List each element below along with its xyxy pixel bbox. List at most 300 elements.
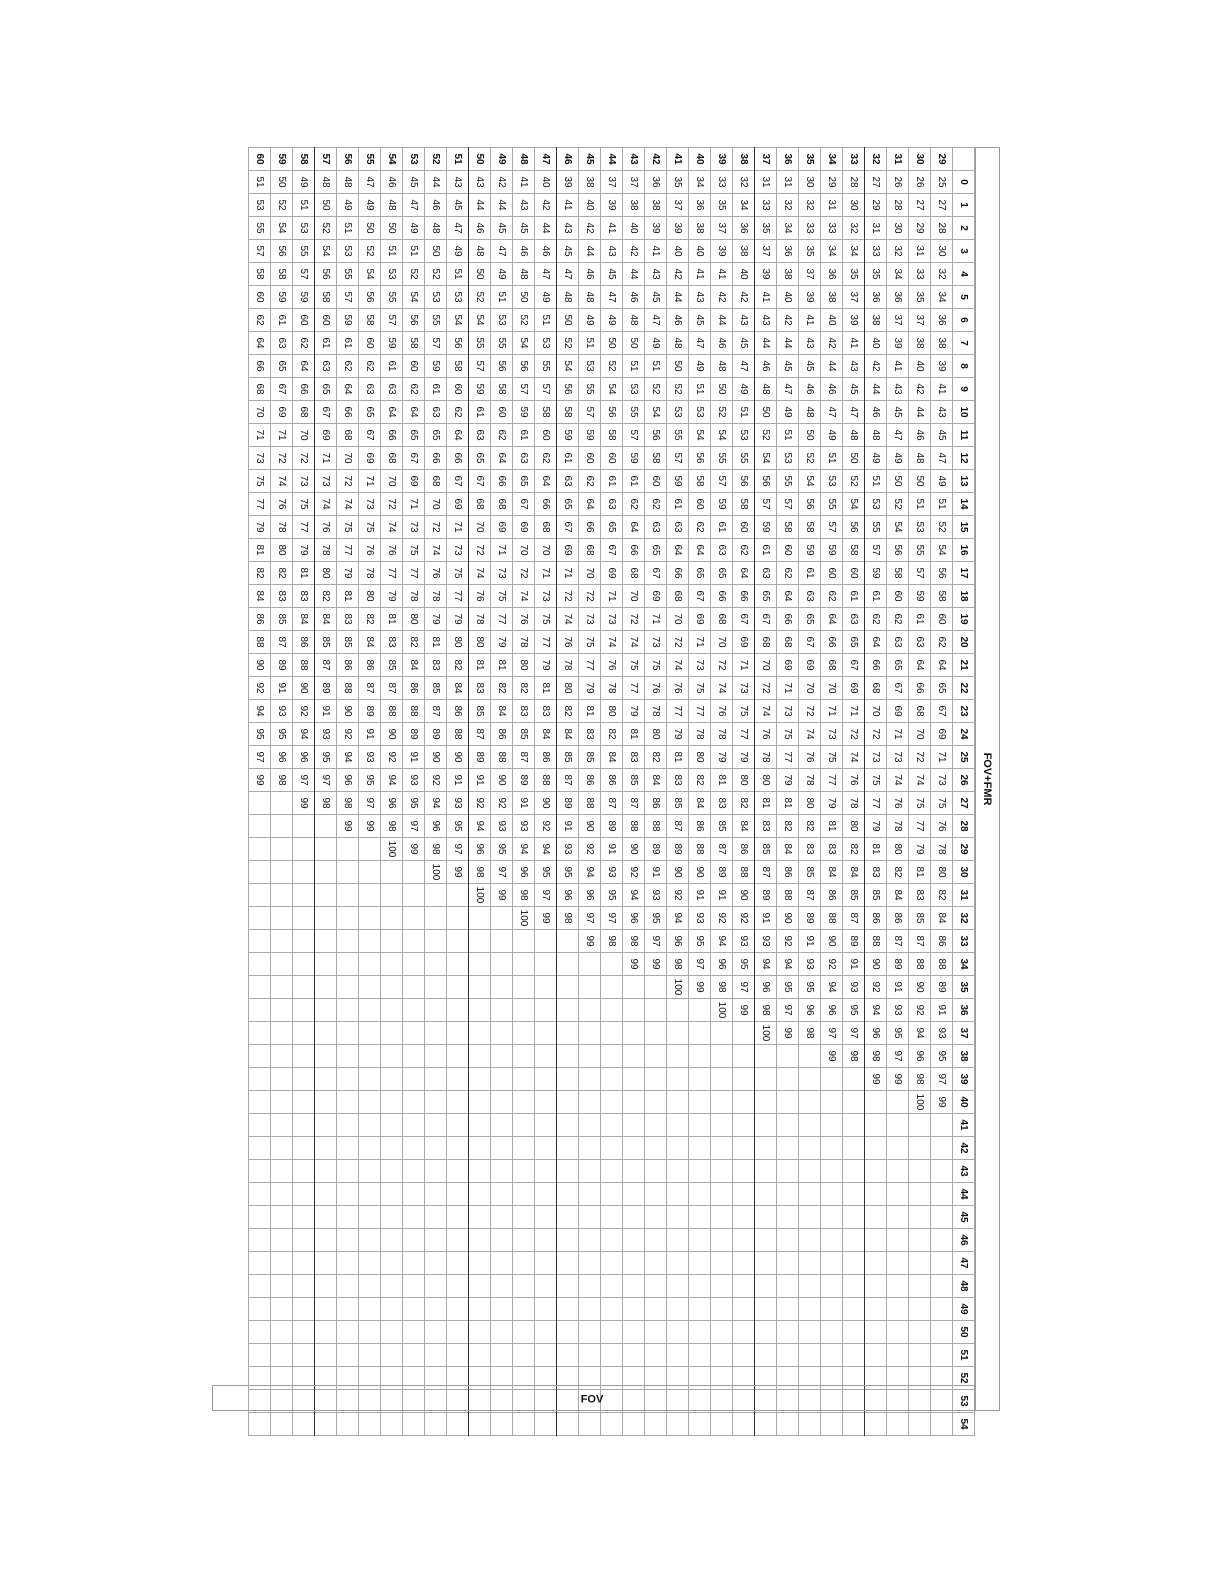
table-cell: 55 — [469, 332, 491, 355]
table-cell: 54 — [513, 332, 535, 355]
table-cell: 43 — [689, 286, 711, 309]
table-cell: 55 — [293, 240, 315, 263]
row-header: 60 — [249, 148, 271, 171]
table-cell: 91 — [403, 746, 425, 769]
table-cell — [315, 907, 337, 930]
table-cell — [403, 1183, 425, 1206]
table-cell — [513, 1068, 535, 1091]
table-cell — [513, 1252, 535, 1275]
column-header: 36 — [953, 999, 975, 1022]
table-cell: 81 — [337, 585, 359, 608]
table-cell: 52 — [755, 424, 777, 447]
table-cell: 45 — [447, 194, 469, 217]
table-cell: 71 — [777, 677, 799, 700]
table-cell — [843, 1068, 865, 1091]
table-cell — [425, 1321, 447, 1344]
table-cell: 59 — [557, 424, 579, 447]
table-cell — [711, 1321, 733, 1344]
table-cell: 57 — [821, 516, 843, 539]
table-cell: 57 — [909, 562, 931, 585]
table-cell: 96 — [865, 1022, 887, 1045]
table-cell — [601, 1229, 623, 1252]
table-cell: 76 — [359, 539, 381, 562]
table-cell — [249, 1137, 271, 1160]
table-cell: 97 — [359, 792, 381, 815]
table-cell: 93 — [799, 953, 821, 976]
table-cell — [645, 1022, 667, 1045]
table-cell: 86 — [733, 838, 755, 861]
table-cell: 63 — [799, 585, 821, 608]
table-cell: 50 — [469, 263, 491, 286]
table-cell: 92 — [711, 907, 733, 930]
table-cell: 59 — [293, 286, 315, 309]
table-cell — [799, 1321, 821, 1344]
table-cell: 98 — [271, 769, 293, 792]
table-cell: 62 — [777, 562, 799, 585]
table-cell: 96 — [513, 861, 535, 884]
table-cell: 52 — [843, 470, 865, 493]
table-cell — [315, 1114, 337, 1137]
table-cell: 67 — [931, 700, 953, 723]
table-cell: 85 — [381, 654, 403, 677]
table-cell — [315, 1321, 337, 1344]
table-cell — [447, 1321, 469, 1344]
table-cell: 47 — [689, 332, 711, 355]
table-cell: 57 — [293, 263, 315, 286]
table-cell — [425, 1137, 447, 1160]
table-cell: 56 — [799, 493, 821, 516]
table-cell — [447, 1114, 469, 1137]
table-cell: 63 — [843, 608, 865, 631]
table-cell: 43 — [645, 263, 667, 286]
table-cell — [425, 884, 447, 907]
table-cell — [931, 1344, 953, 1367]
table-cell: 99 — [865, 1068, 887, 1091]
table-cell: 95 — [601, 884, 623, 907]
table-cell — [381, 1344, 403, 1367]
table-cell: 52 — [931, 516, 953, 539]
table-cell — [623, 1321, 645, 1344]
table-cell — [711, 1275, 733, 1298]
table-cell — [667, 1252, 689, 1275]
table-cell: 49 — [491, 263, 513, 286]
table-cell — [689, 1229, 711, 1252]
table-cell — [887, 1137, 909, 1160]
table-cell: 60 — [293, 309, 315, 332]
column-header: 50 — [953, 1321, 975, 1344]
table-cell: 34 — [821, 240, 843, 263]
table-cell: 75 — [535, 608, 557, 631]
table-cell: 50 — [425, 240, 447, 263]
table-cell: 53 — [381, 263, 403, 286]
table-cell: 66 — [667, 562, 689, 585]
table-cell: 84 — [403, 654, 425, 677]
table-cell — [557, 1022, 579, 1045]
table-cell — [733, 1298, 755, 1321]
table-cell: 100 — [711, 999, 733, 1022]
table-cell — [865, 1321, 887, 1344]
column-header: 54 — [953, 1413, 975, 1436]
table-cell: 78 — [425, 585, 447, 608]
table-cell — [491, 953, 513, 976]
table-cell: 88 — [645, 815, 667, 838]
row-header: 57 — [315, 148, 337, 171]
table-cell: 56 — [733, 470, 755, 493]
table-cell: 54 — [689, 424, 711, 447]
table-cell: 71 — [689, 631, 711, 654]
table-cell — [337, 1344, 359, 1367]
table-cell: 70 — [667, 608, 689, 631]
table-cell: 87 — [623, 792, 645, 815]
table-cell — [579, 1413, 601, 1436]
table-cell: 43 — [755, 309, 777, 332]
table-cell — [381, 861, 403, 884]
table-cell: 58 — [249, 263, 271, 286]
table-cell — [535, 1321, 557, 1344]
table-cell — [315, 1137, 337, 1160]
table-cell — [337, 1413, 359, 1436]
table-cell: 85 — [711, 815, 733, 838]
table-cell — [843, 1114, 865, 1137]
table-cell — [381, 1229, 403, 1252]
table-cell: 88 — [447, 723, 469, 746]
table-cell: 64 — [293, 355, 315, 378]
table-cell — [667, 1344, 689, 1367]
table-cell: 64 — [491, 447, 513, 470]
table-cell: 64 — [821, 608, 843, 631]
table-cell — [667, 1183, 689, 1206]
table-cell: 51 — [821, 447, 843, 470]
table-row — [799, 148, 821, 1436]
table-cell: 61 — [623, 470, 645, 493]
row-header: 33 — [843, 148, 865, 171]
table-cell: 55 — [535, 355, 557, 378]
table-cell: 51 — [623, 355, 645, 378]
column-header: 33 — [953, 930, 975, 953]
table-cell — [557, 999, 579, 1022]
table-row — [667, 148, 689, 1436]
table-cell: 46 — [513, 240, 535, 263]
table-cell: 58 — [887, 562, 909, 585]
table-cell: 90 — [667, 861, 689, 884]
table-cell: 64 — [337, 378, 359, 401]
table-cell — [469, 1183, 491, 1206]
table-cell — [293, 1022, 315, 1045]
table-cell: 85 — [843, 884, 865, 907]
table-cell: 89 — [359, 700, 381, 723]
table-cell: 45 — [491, 217, 513, 240]
table-cell — [931, 1321, 953, 1344]
row-header: 50 — [469, 148, 491, 171]
table-cell: 59 — [425, 355, 447, 378]
table-cell: 100 — [755, 1022, 777, 1045]
table-cell: 82 — [799, 815, 821, 838]
table-cell: 68 — [821, 654, 843, 677]
table-cell: 90 — [337, 700, 359, 723]
table-cell: 63 — [711, 539, 733, 562]
table-cell: 76 — [513, 608, 535, 631]
table-cell: 68 — [579, 539, 601, 562]
table-cell — [645, 1183, 667, 1206]
table-cell — [293, 1160, 315, 1183]
table-cell: 39 — [667, 217, 689, 240]
table-cell: 76 — [315, 516, 337, 539]
table-cell: 93 — [271, 700, 293, 723]
table-cell: 41 — [887, 355, 909, 378]
table-cell — [931, 1413, 953, 1436]
row-header: 37 — [755, 148, 777, 171]
table-cell: 54 — [843, 493, 865, 516]
column-header: 42 — [953, 1137, 975, 1160]
table-cell: 32 — [931, 263, 953, 286]
table-cell — [755, 1298, 777, 1321]
table-cell: 63 — [381, 378, 403, 401]
table-cell: 77 — [689, 700, 711, 723]
table-cell — [535, 1183, 557, 1206]
table-cell — [711, 1022, 733, 1045]
table-cell: 57 — [469, 355, 491, 378]
row-header: 34 — [821, 148, 843, 171]
table-cell: 81 — [755, 792, 777, 815]
table-cell — [315, 1160, 337, 1183]
table-cell — [799, 1298, 821, 1321]
table-cell: 100 — [425, 861, 447, 884]
table-cell: 38 — [865, 309, 887, 332]
table-cell: 28 — [843, 171, 865, 194]
table-cell — [579, 1091, 601, 1114]
table-cell: 32 — [887, 240, 909, 263]
table-cell — [359, 930, 381, 953]
table-cell: 52 — [469, 286, 491, 309]
table-cell: 94 — [821, 976, 843, 999]
table-cell: 81 — [865, 838, 887, 861]
table-cell: 63 — [513, 447, 535, 470]
table-cell: 99 — [579, 930, 601, 953]
table-cell: 79 — [777, 769, 799, 792]
table-cell: 85 — [557, 746, 579, 769]
table-cell — [425, 1275, 447, 1298]
table-cell: 67 — [359, 424, 381, 447]
table-cell — [645, 976, 667, 999]
table-cell — [645, 999, 667, 1022]
table-cell: 74 — [909, 769, 931, 792]
table-cell: 39 — [887, 332, 909, 355]
table-cell — [601, 1160, 623, 1183]
table-cell — [711, 1114, 733, 1137]
table-cell — [623, 999, 645, 1022]
table-cell: 76 — [271, 493, 293, 516]
table-cell: 53 — [689, 401, 711, 424]
table-cell — [733, 1022, 755, 1045]
table-cell: 96 — [711, 953, 733, 976]
table-row — [843, 148, 865, 1436]
row-header: 54 — [381, 148, 403, 171]
table-cell: 72 — [271, 447, 293, 470]
column-header: 38 — [953, 1045, 975, 1068]
column-header: 14 — [953, 493, 975, 516]
table-cell: 51 — [689, 378, 711, 401]
table-cell: 82 — [403, 631, 425, 654]
table-cell: 38 — [645, 194, 667, 217]
table-cell: 87 — [359, 677, 381, 700]
table-cell: 49 — [645, 332, 667, 355]
table-cell — [579, 1229, 601, 1252]
table-cell: 67 — [601, 539, 623, 562]
table-cell: 78 — [711, 723, 733, 746]
table-cell — [843, 1413, 865, 1436]
table-cell — [821, 1091, 843, 1114]
table-cell: 62 — [535, 447, 557, 470]
table-cell: 89 — [843, 930, 865, 953]
table-cell: 96 — [909, 1045, 931, 1068]
table-cell: 71 — [403, 493, 425, 516]
column-header: 51 — [953, 1344, 975, 1367]
table-cell: 61 — [337, 332, 359, 355]
table-cell: 49 — [865, 447, 887, 470]
table-cell: 76 — [601, 654, 623, 677]
table-cell: 53 — [667, 401, 689, 424]
table-cell — [513, 976, 535, 999]
table-cell: 93 — [645, 884, 667, 907]
table-cell: 82 — [733, 792, 755, 815]
table-cell: 40 — [865, 332, 887, 355]
table-row — [623, 148, 645, 1436]
table-cell: 76 — [425, 562, 447, 585]
table-cell — [293, 999, 315, 1022]
table-cell — [271, 1413, 293, 1436]
table-cell: 80 — [931, 861, 953, 884]
table-cell: 78 — [931, 838, 953, 861]
table-cell: 80 — [799, 792, 821, 815]
table-cell: 57 — [425, 332, 447, 355]
table-cell: 75 — [821, 746, 843, 769]
table-cell: 60 — [931, 608, 953, 631]
table-cell — [271, 999, 293, 1022]
table-cell: 38 — [931, 332, 953, 355]
table-cell — [249, 1252, 271, 1275]
table-cell: 49 — [293, 171, 315, 194]
table-cell — [689, 1160, 711, 1183]
table-cell: 87 — [667, 815, 689, 838]
table-cell: 68 — [667, 585, 689, 608]
table-cell: 65 — [931, 677, 953, 700]
table-cell — [447, 1252, 469, 1275]
table-cell: 86 — [535, 746, 557, 769]
table-cell — [601, 1344, 623, 1367]
table-cell: 56 — [557, 378, 579, 401]
table-cell: 71 — [359, 470, 381, 493]
table-cell: 90 — [579, 815, 601, 838]
table-cell: 73 — [447, 539, 469, 562]
table-cell — [249, 1114, 271, 1137]
table-cell: 68 — [491, 493, 513, 516]
column-header: 9 — [953, 378, 975, 401]
table-cell: 87 — [381, 677, 403, 700]
table-cell — [469, 976, 491, 999]
table-cell: 32 — [799, 194, 821, 217]
table-cell — [645, 1344, 667, 1367]
table-cell — [403, 1229, 425, 1252]
table-cell — [535, 1068, 557, 1091]
table-cell: 48 — [909, 447, 931, 470]
table-cell: 91 — [711, 884, 733, 907]
table-cell: 71 — [557, 562, 579, 585]
table-cell — [755, 1091, 777, 1114]
table-cell: 46 — [755, 355, 777, 378]
table-cell: 95 — [689, 930, 711, 953]
table-cell: 92 — [249, 677, 271, 700]
table-cell: 75 — [689, 677, 711, 700]
table-cell: 55 — [337, 263, 359, 286]
table-cell: 73 — [601, 608, 623, 631]
table-cell — [535, 999, 557, 1022]
table-cell: 69 — [601, 562, 623, 585]
table-cell — [865, 1344, 887, 1367]
table-cell — [623, 1413, 645, 1436]
table-cell — [469, 907, 491, 930]
table-cell: 59 — [271, 286, 293, 309]
table-cell — [447, 884, 469, 907]
table-cell: 57 — [535, 378, 557, 401]
table-cell — [315, 1229, 337, 1252]
table-cell: 88 — [381, 700, 403, 723]
table-cell: 36 — [777, 240, 799, 263]
table-cell — [513, 1298, 535, 1321]
table-cell: 91 — [359, 723, 381, 746]
table-cell: 52 — [601, 355, 623, 378]
table-cell: 88 — [337, 677, 359, 700]
table-cell: 53 — [337, 240, 359, 263]
table-cell — [557, 1160, 579, 1183]
table-cell: 53 — [535, 332, 557, 355]
table-cell — [425, 1298, 447, 1321]
table-cell — [909, 1206, 931, 1229]
table-cell: 59 — [469, 378, 491, 401]
table-cell: 65 — [557, 493, 579, 516]
table-cell: 34 — [843, 240, 865, 263]
table-cell: 30 — [843, 194, 865, 217]
table-cell: 87 — [909, 930, 931, 953]
table-cell: 48 — [337, 171, 359, 194]
table-cell — [513, 999, 535, 1022]
table-cell — [381, 1206, 403, 1229]
table-cell: 97 — [447, 838, 469, 861]
table-cell: 81 — [711, 769, 733, 792]
table-cell: 77 — [733, 723, 755, 746]
table-cell — [535, 953, 557, 976]
table-cell — [821, 1137, 843, 1160]
table-cell: 39 — [711, 240, 733, 263]
table-cell — [535, 1413, 557, 1436]
table-cell: 44 — [623, 263, 645, 286]
table-cell — [359, 1091, 381, 1114]
table-cell — [865, 1298, 887, 1321]
table-cell: 99 — [491, 884, 513, 907]
table-cell — [359, 861, 381, 884]
table-cell: 67 — [315, 401, 337, 424]
table-cell: 68 — [623, 562, 645, 585]
table-cell: 81 — [425, 631, 447, 654]
table-cell: 75 — [447, 562, 469, 585]
table-cell — [293, 1252, 315, 1275]
table-cell: 80 — [755, 769, 777, 792]
table-cell: 78 — [315, 539, 337, 562]
table-cell: 60 — [887, 585, 909, 608]
table-cell — [777, 1229, 799, 1252]
table-cell: 70 — [381, 470, 403, 493]
table-cell — [491, 1022, 513, 1045]
table-cell: 55 — [579, 378, 601, 401]
